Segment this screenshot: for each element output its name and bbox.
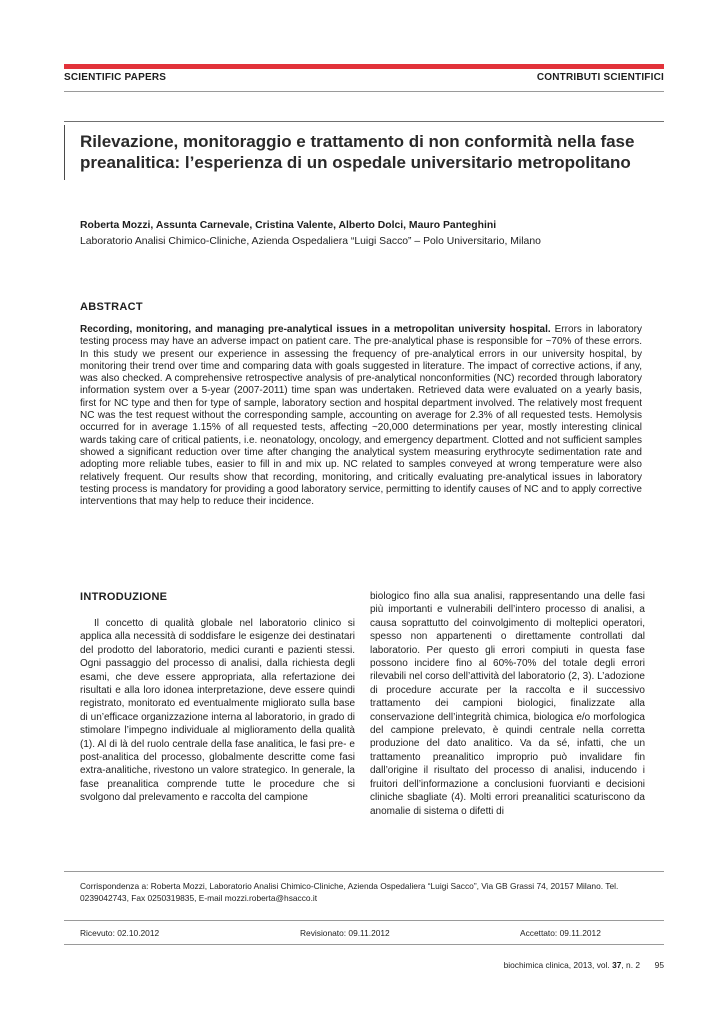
introduction-column-right: biologico fino alla sua analisi, rappresentando una delle fasi più importanti e vulnerabili dell’intero processo di analisi, a causa soprattutto del coinvolgimento di molteplici operatori, spesso non appartenenti o direttamente controllati dal laboratorio. Per questo gli errori compiuti in questa fase possono incidere fino al 60%-70% del totale degli errori rilevabili nel corso dell’attività del laboratorio (2, 3). L’adozione di procedure accurate per la raccolta e il successivo trattamento dei campioni biologici, finalizzate alla conservazione dell’integrità chimica, biologica e/o morfologica del campione prelevato, è quindi centrale nella corretta produzione del dato analitico. Va da sé, infatti, che un trattamento preanalitico improprio può invalidare fin dall’origine il risultato del processo di analisi, inducendo i fruitori dell’informazione a conclusioni fuorvianti e decisioni cliniche sbagliate (4). Molti errori preanalitici scaturiscono da anomalie di sistema o difetti di <box>370 591 645 817</box>
introduction-column-left: Il concetto di qualità globale nel laboratorio clinico si applica alla necessità di soddisfare le esigenze dei destinatari del prodotto del laboratorio, medici curanti e pazienti stessi. Ogni passaggio del processo di analisi, dalla richiesta degli esami, che deve essere appropriata, alla refertazione dei risultati e alla loro idonea interpretazione, deve essere quindi registrato, monitorato ed eventualmente migliorato sulla base di un’efficace organizzazione interna al laboratorio, in grado di stimolare l’impegno individuale al miglioramento della qualità (1). Al di là del ruolo centrale della fase analitica, le fasi pre- e post-analitica del processo, globalmente descritte come fasi extra-analitiche, rivestono un valore strategico. In generale, la fase preanalitica comprende tutte le procedure che si svolgono dal prelevamento e raccolta del campione <box>80 618 355 804</box>
page-number: 95 <box>654 960 664 970</box>
abstract-text <box>80 324 642 508</box>
introduction-heading: INTRODUZIONE <box>80 591 168 603</box>
dates-divider <box>64 920 664 921</box>
footer-divider <box>64 944 664 945</box>
journal-volume: 37 <box>612 960 622 970</box>
abstract-body: Errors in laboratory testing process may have an adverse impact on patient care. The pre-analytical phase is responsible for ~70% of these errors. In this study we present our experience in assessing the frequency of pre-analytical errors in our university hospital, by monitoring their trend over time and comparing data with goals suggested in literature. The impact of corrective actions, if any, was also checked. A comprehensive retrospective analysis of pre-analytical nonconformities (NC) recorded through laboratory information system over a 5-year (2007-2011) time span was undertaken. Retrieved data were evaluated on a yearly basis, first for NC type and then for type of sample, laboratory section and hospital department involved. The relatively most frequent NC was the test request without the corresponding sample, accounting on average for 2.3% of all requested tests. Hemolysis occurred for in average 1.15% of all requested tests, affecting ~20,000 determinations per year, mostly interesting clinical wards taking care of critical patients, i.e. neonatology, oncology, and emergency department. Clotted and not sufficient samples showed a significant reduction over time after changing the analytical system measuring erythrocyte sedimentation rate and adopting more reliable tubes, easier to fill in and mix up. NC related to samples conveyed at wrong temperature were also relatively frequent. Our results show that recording, monitoring, and critically evaluating pre-analytical issues in laboratory testing process is mandatory for providing a good laboratory service, permitting to identify causes of NC and to apply corrective interventions that may help to reduce their incidence. <box>80 324 642 508</box>
title-side-rule <box>64 125 65 180</box>
abstract-heading: ABSTRACT <box>80 301 143 313</box>
author-list: Roberta Mozzi, Assunta Carnevale, Cristina Valente, Alberto Dolci, Mauro Panteghini <box>80 220 497 231</box>
journal-issue: , n. 2 <box>621 960 641 970</box>
revised-date: Revisionato: 09.11.2012 <box>300 928 390 938</box>
page-footer <box>504 960 664 970</box>
title-top-rule <box>64 121 664 122</box>
received-date: Ricevuto: 02.10.2012 <box>80 928 160 938</box>
section-label-english: SCIENTIFIC PAPERS <box>64 72 167 83</box>
author-affiliation: Laboratorio Analisi Chimico-Cliniche, Azienda Ospedaliera “Luigi Sacco” – Polo Universitario, Milano <box>80 236 541 247</box>
section-label-italian: CONTRIBUTI SCIENTIFICI <box>536 72 664 83</box>
journal-citation: biochimica clinica, 2013, vol. <box>503 960 610 970</box>
header-accent-rule <box>64 64 664 69</box>
correspondence-divider <box>64 871 664 872</box>
abstract-lead: Recording, monitoring, and managing pre-analytical issues in a metropolitan university hospital. <box>80 324 551 335</box>
article-title: Rilevazione, monitoraggio e trattamento di non conformità nella fase preanalitica: l’esperienza di un ospedale universitario metropolitano <box>80 132 635 172</box>
accepted-date: Accettato: 09.11.2012 <box>520 928 601 938</box>
header-divider <box>64 91 664 92</box>
correspondence-note: Corrispondenza a: Roberta Mozzi, Laboratorio Analisi Chimico-Cliniche, Azienda Ospedaliera “Luigi Sacco”, Via GB Grassi 74, 20157 Milano. Tel. 0239042743, Fax 0250319835, E-mail mozzi.roberta@hsacco.it <box>80 881 619 903</box>
